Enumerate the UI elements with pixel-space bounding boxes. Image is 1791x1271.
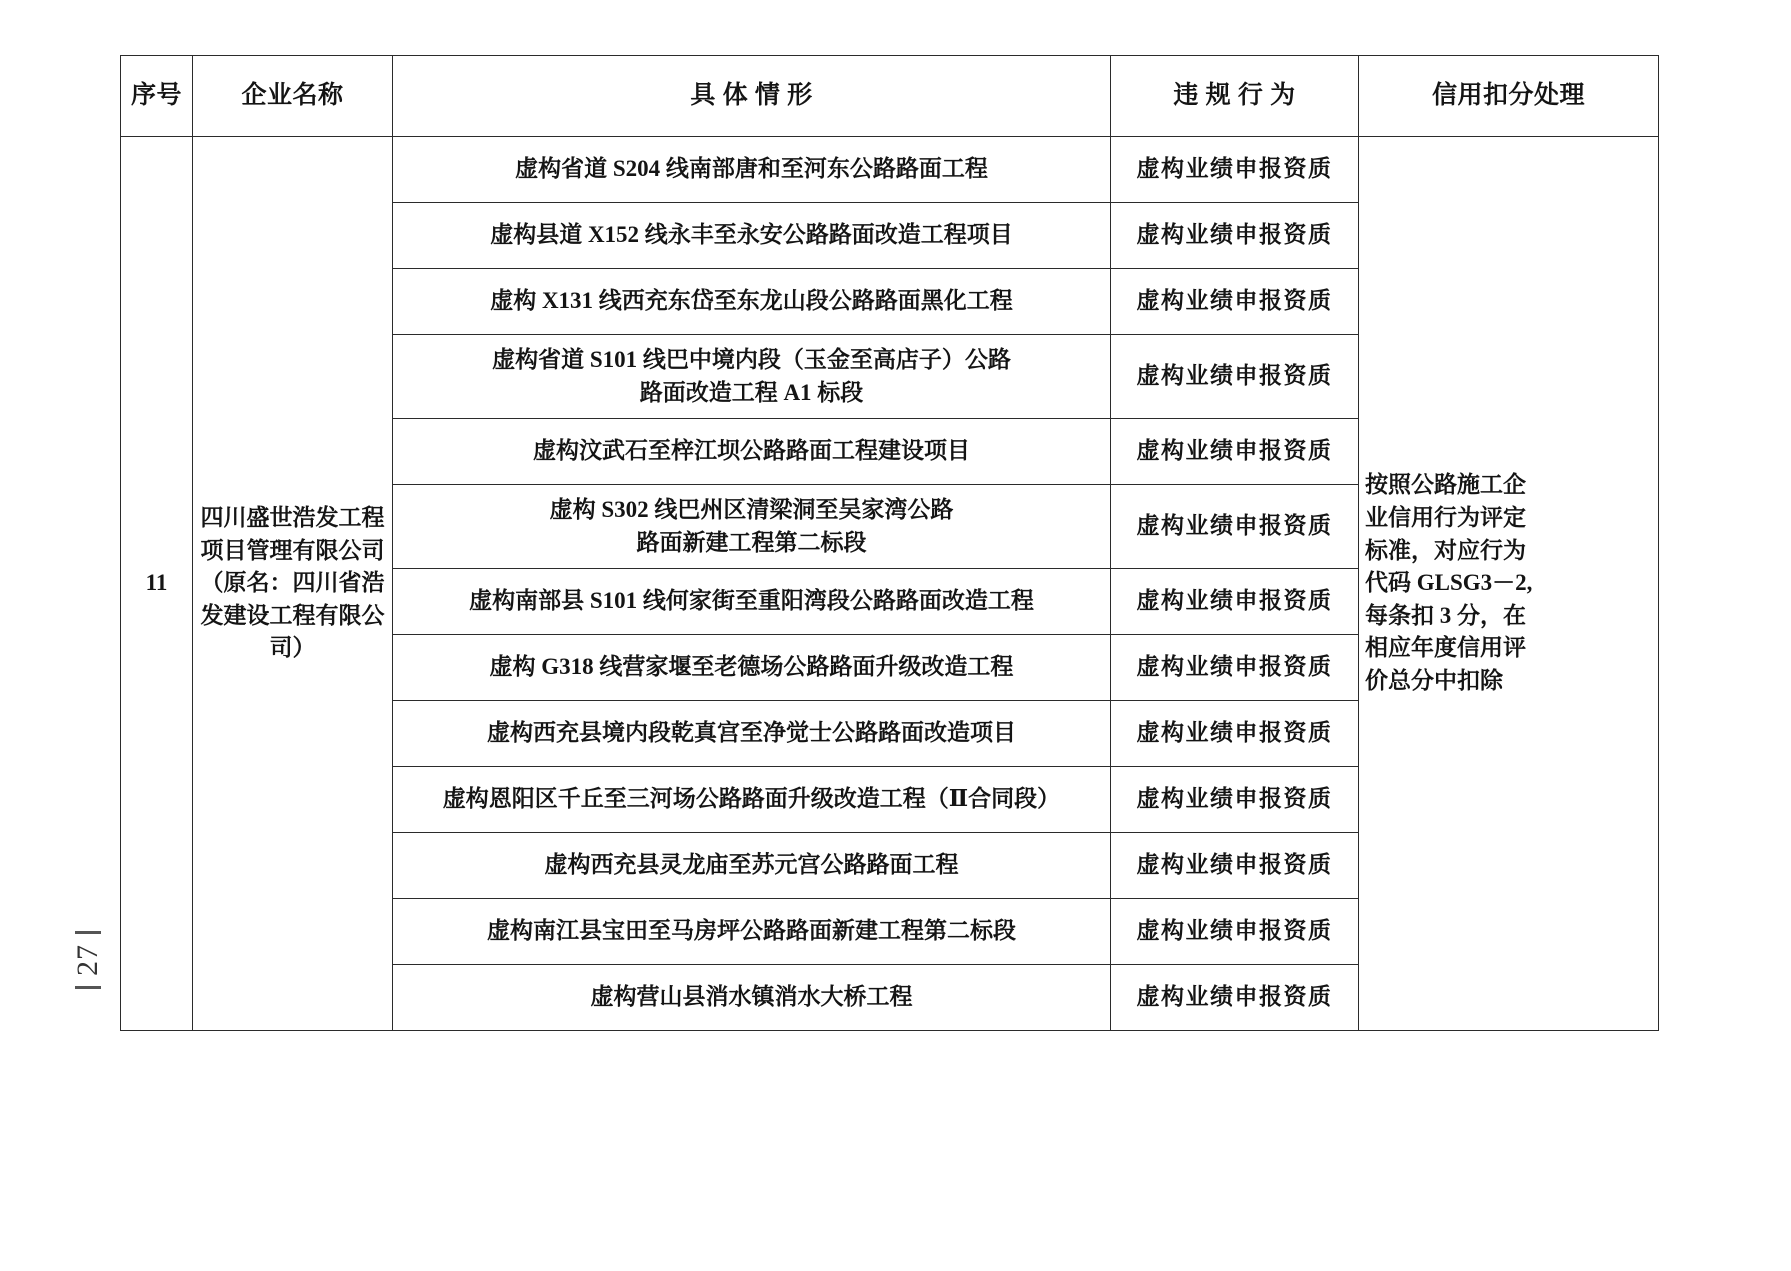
cell-violation-type: 虚构业绩申报资质 bbox=[1111, 485, 1359, 569]
cell-violation-type: 虚构业绩申报资质 bbox=[1111, 767, 1359, 833]
credit-penalty-line: 标准，对应行为 bbox=[1365, 537, 1526, 563]
case-description-line: 虚构西充县灵龙庙至苏元宫公路路面工程 bbox=[544, 852, 959, 878]
case-description-line: 路面改造工程 A1 标段 bbox=[639, 379, 864, 405]
case-description-line: 虚构 G318 线营家堰至老德场公路路面升级改造工程 bbox=[489, 654, 1014, 680]
cell-case-description bbox=[393, 269, 1111, 335]
cell-violation-type: 虚构业绩申报资质 bbox=[1111, 899, 1359, 965]
cell-sequence-number: 11 bbox=[121, 137, 193, 1031]
company-name-line: 浩发建设工程 bbox=[200, 570, 385, 628]
cell-violation-type: 虚构业绩申报资质 bbox=[1111, 269, 1359, 335]
credit-penalty-line: 业信用行为评定 bbox=[1365, 504, 1526, 530]
company-name-line: 有限公司 bbox=[292, 537, 385, 563]
header-seq: 序号 bbox=[121, 56, 193, 137]
case-description-line: 路面新建工程第二标段 bbox=[636, 529, 867, 555]
cell-violation-type: 虚构业绩申报资质 bbox=[1111, 203, 1359, 269]
cell-case-description bbox=[393, 899, 1111, 965]
cell-violation-type: 虚构业绩申报资质 bbox=[1111, 569, 1359, 635]
cell-violation-type: 虚构业绩申报资质 bbox=[1111, 965, 1359, 1031]
case-description-line: 虚构南部县 S101 线何家街至重阳湾段公路路面改造工程 bbox=[469, 588, 1034, 614]
cell-violation-type: 虚构业绩申报资质 bbox=[1111, 419, 1359, 485]
cell-violation-type: 虚构业绩申报资质 bbox=[1111, 335, 1359, 419]
cell-case-description bbox=[393, 137, 1111, 203]
company-name-line: 有限公司） bbox=[269, 602, 385, 661]
case-description-line: 虚构 X131 线西充东岱至东龙山段公路路面黑化工程 bbox=[490, 288, 1013, 314]
cell-case-description bbox=[393, 335, 1111, 419]
company-name-line: （原名：四川省 bbox=[200, 570, 362, 596]
header-company: 企业名称 bbox=[193, 56, 393, 137]
page-number: 27 bbox=[71, 944, 104, 976]
case-description-line: 虚构 S302 线巴州区清梁洞至吴家湾公路 bbox=[549, 496, 954, 522]
case-description-line: 虚构汶武石至梓江坝公路路面工程建设项目 bbox=[533, 438, 970, 464]
cell-case-description bbox=[393, 965, 1111, 1031]
cell-credit-penalty bbox=[1359, 137, 1659, 1031]
case-description-line: 虚构省道 S204 线南部唐和至河东公路路面工程 bbox=[515, 156, 988, 182]
credit-penalty-line: 按照公路施工企 bbox=[1365, 472, 1526, 498]
case-description-line: 虚构西充县境内段乾真宫至净觉士公路路面改造项目 bbox=[487, 720, 1016, 746]
cell-case-description bbox=[393, 569, 1111, 635]
header-case: 具 体 情 形 bbox=[393, 56, 1111, 137]
case-description-line: 虚构恩阳区千丘至三河场公路路面升级改造工程（Ⅱ合同段） bbox=[442, 786, 1061, 812]
company-name-line: 四川盛世浩发 bbox=[200, 504, 339, 530]
header-violation: 违 规 行 为 bbox=[1111, 56, 1359, 137]
cell-case-description bbox=[393, 485, 1111, 569]
table-header bbox=[121, 56, 1659, 137]
table-row bbox=[121, 137, 1659, 203]
page-marker-dash-top bbox=[75, 931, 101, 934]
case-description-line: 虚构县道 X152 线永丰至永安公路路面改造工程项目 bbox=[490, 222, 1013, 248]
cell-case-description bbox=[393, 419, 1111, 485]
credit-penalty-line: 相应年度信用评 bbox=[1365, 635, 1526, 661]
cell-case-description bbox=[393, 767, 1111, 833]
credit-penalty-line: 每条扣 3 分，在 bbox=[1365, 602, 1526, 628]
credit-penalty-line: 代码 GLSG3－2, bbox=[1365, 570, 1533, 596]
cell-case-description bbox=[393, 833, 1111, 899]
case-description-line: 虚构营山县消水镇消水大桥工程 bbox=[590, 984, 913, 1010]
page-marker-dash-bottom bbox=[75, 986, 101, 989]
violation-record-table bbox=[120, 55, 1659, 1031]
cell-violation-type: 虚构业绩申报资质 bbox=[1111, 701, 1359, 767]
cell-violation-type: 虚构业绩申报资质 bbox=[1111, 137, 1359, 203]
header-credit: 信用扣分处理 bbox=[1359, 56, 1659, 137]
page-number-marker bbox=[58, 880, 118, 1040]
cell-case-description bbox=[393, 701, 1111, 767]
case-description-line: 虚构省道 S101 线巴中境内段（玉金至高店子）公路 bbox=[492, 346, 1011, 372]
case-description-line: 虚构南江县宝田至马房坪公路路面新建工程第二标段 bbox=[487, 918, 1016, 944]
cell-violation-type: 虚构业绩申报资质 bbox=[1111, 833, 1359, 899]
cell-case-description bbox=[393, 203, 1111, 269]
credit-penalty-line: 价总分中扣除 bbox=[1365, 668, 1503, 694]
cell-company-name bbox=[193, 137, 393, 1031]
cell-case-description bbox=[393, 635, 1111, 701]
table-header-row bbox=[121, 56, 1659, 137]
company-name-line: 工程项目管理 bbox=[200, 504, 385, 563]
table-body bbox=[121, 137, 1659, 1031]
cell-violation-type: 虚构业绩申报资质 bbox=[1111, 635, 1359, 701]
